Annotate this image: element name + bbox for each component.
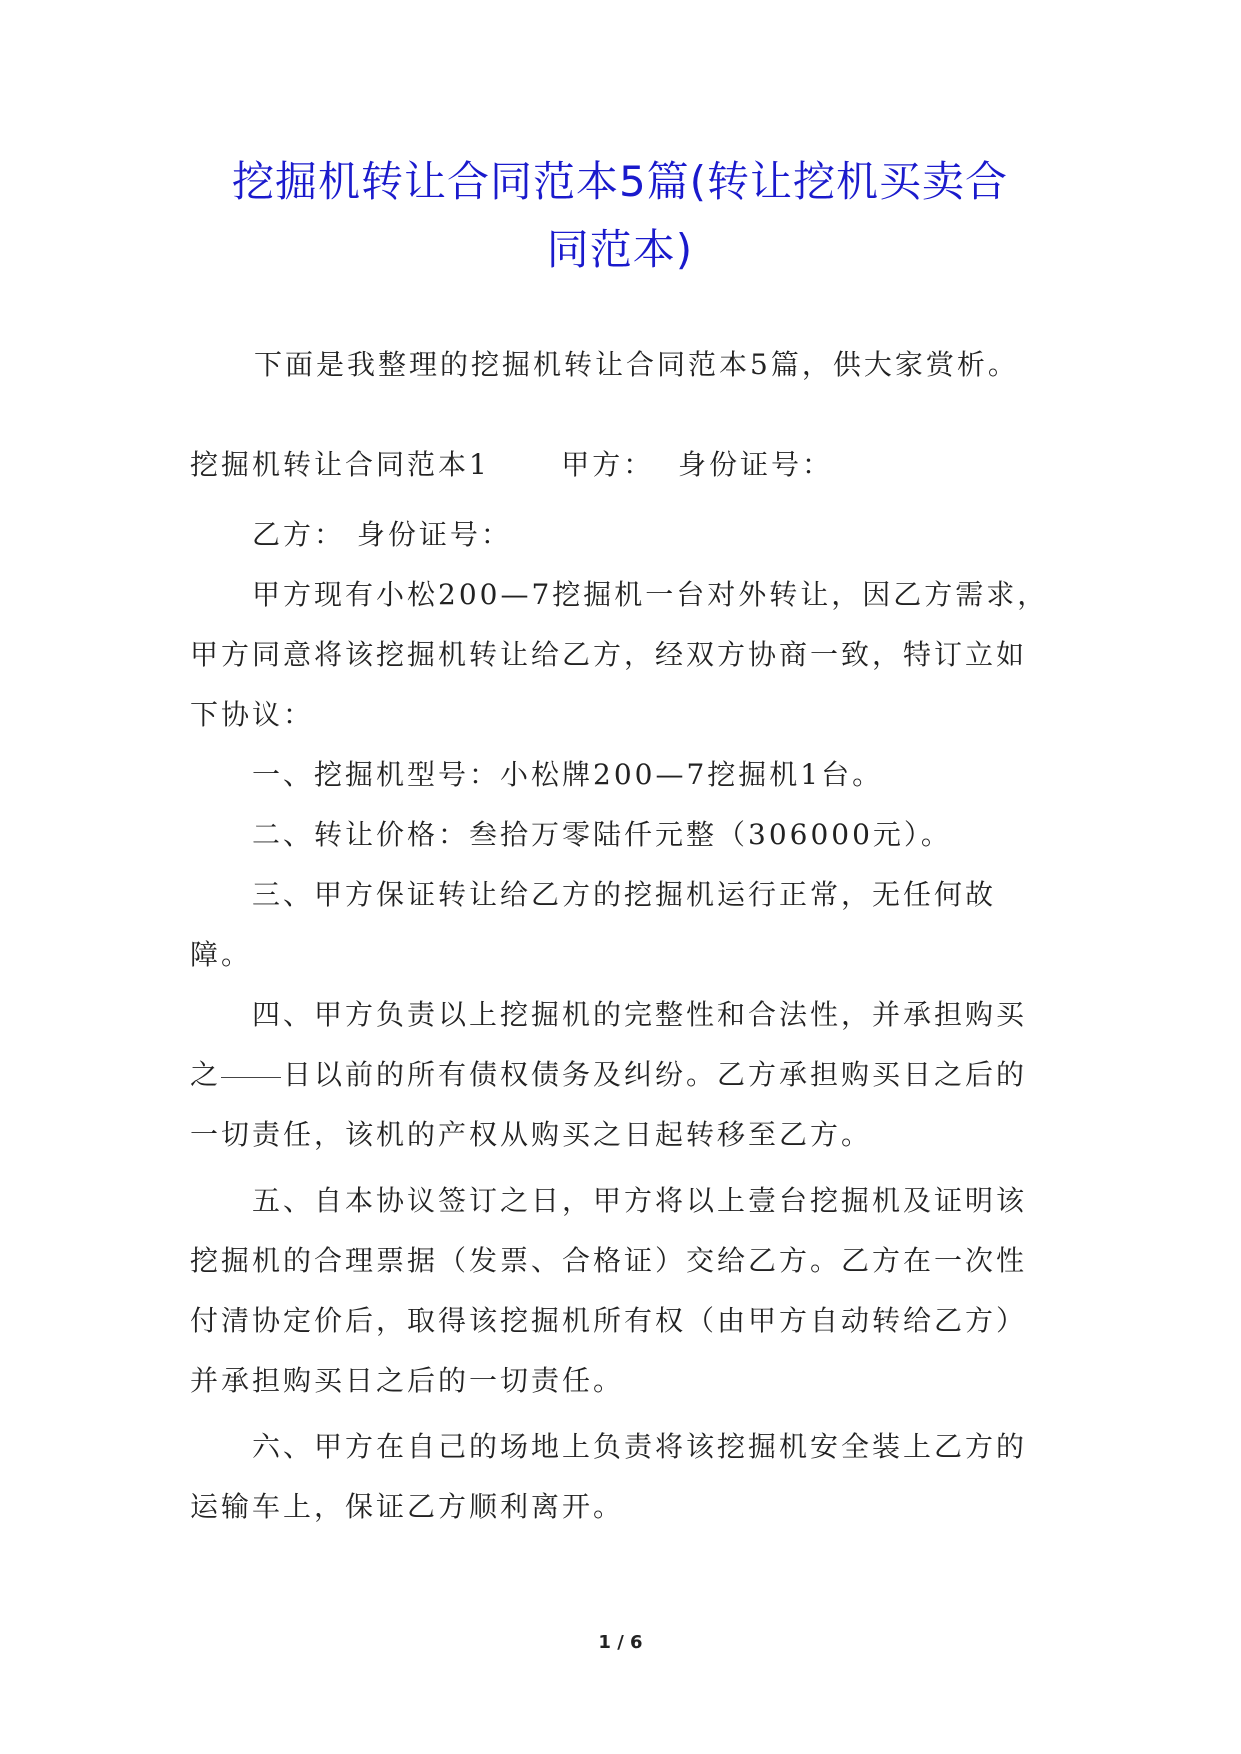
section-heading: 挖掘机转让合同范本1 <box>190 448 490 481</box>
clause-5: 五、自本协议签订之日，甲方将以上壹台挖掘机及证明该挖掘机的合理票据（发票、合格证）交给乙方。乙方在一次性付清协定价后，取得该挖掘机所有权（由甲方自动转给乙方）并承担购买日之后的一切责任。 <box>190 1184 1028 1397</box>
party-b-line: 乙方： 身份证号： <box>252 518 512 551</box>
blank-underline <box>221 1076 281 1078</box>
document-body <box>190 345 1050 1537</box>
party-a-line: 甲方： 身份证号： <box>561 448 834 481</box>
clause-4-part-1: 四、甲方负责以上挖掘机的完整性和合法性，并承担购买之 <box>190 998 1028 1091</box>
intro-paragraph: 下面是我整理的挖掘机转让合同范本5篇，供大家赏析。 <box>254 348 1019 381</box>
section-heading-line <box>190 445 1050 505</box>
clause-2: 二、转让价格：叁拾万零陆仟元整（306000元）。 <box>252 818 952 851</box>
clause-4-part-2: 日以前的所有债权债务及纠纷。乙方承担购买日之后的一切责任，该机的产权从购买之日起转移至乙方。 <box>190 1058 1028 1151</box>
page-number: 1 / 6 <box>598 1632 643 1653</box>
clause-4 <box>190 985 1050 1165</box>
agreement-paragraph-intro: 甲方现有小松200—7挖掘机一台对外转让，因乙方需求，甲方同意将该挖掘机转让给乙方，经双方协商一致，特订立如下协议： <box>190 578 1049 731</box>
title-line-1: 挖掘机转让合同范本5篇(转让挖机买卖合 <box>231 157 1009 206</box>
clause-6: 六、甲方在自己的场地上负责将该挖掘机安全装上乙方的运输车上，保证乙方顺利离开。 <box>190 1430 1028 1523</box>
clause-3: 三、甲方保证转让给乙方的挖掘机运行正常，无任何故障。 <box>190 878 997 971</box>
document-title <box>180 148 1060 284</box>
title-line-2: 同范本) <box>546 225 694 274</box>
clause-1: 一、挖掘机型号：小松牌200—7挖掘机1台。 <box>252 758 884 791</box>
